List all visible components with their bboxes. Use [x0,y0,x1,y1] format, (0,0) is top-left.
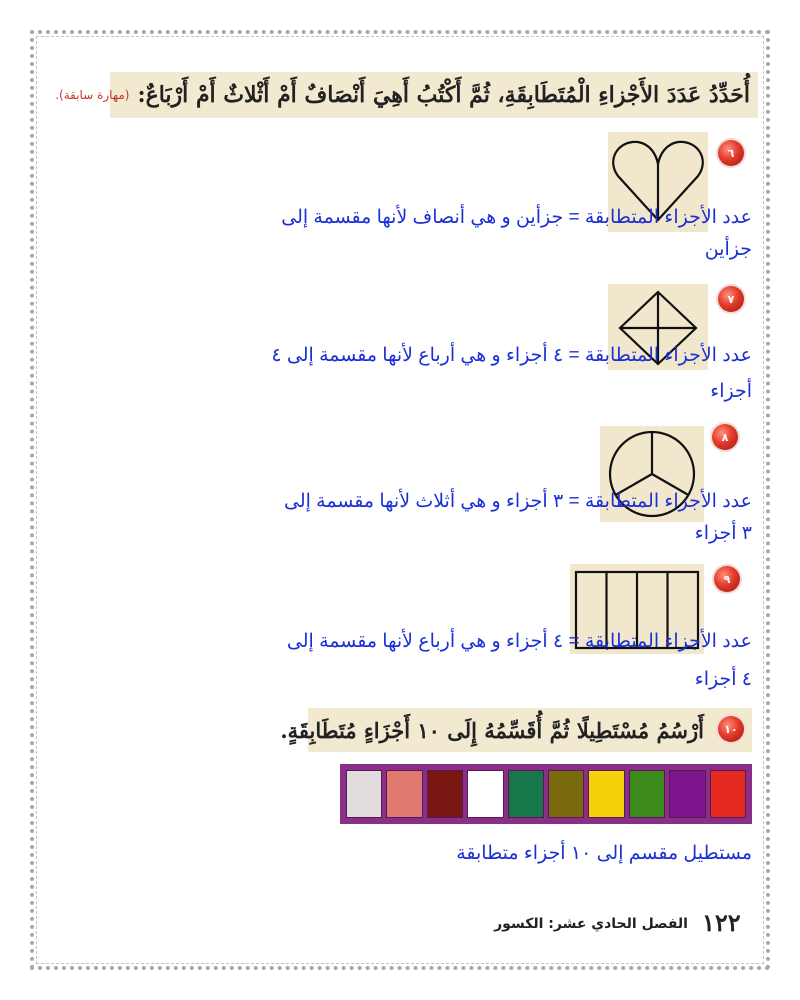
rectangle-part [669,770,705,818]
exercise-number-badge: ٨ [712,424,738,450]
rectangle-part [629,770,665,818]
task-text: أَرْسُمُ مُسْتَطِيلًا ثُمَّ أُقَسِّمُهُ إِلَى ١٠ أَجْزَاءٍ مُتَطَابِقَةٍ. [280,717,704,743]
exercise-6-answer: عدد الأجزاء المتطابقة = جزأين و هي أنصاف لأنها مقسمة إلى [281,207,752,228]
exercise-9-answer: عدد الأجزاء المتطابقة = ٤ أجزاء و هي أرباع لأنها مقسمة إلى [286,631,752,652]
exercise-6-answer-cont: جزأين [704,239,752,260]
rectangle-part [386,770,422,818]
exercise-7-answer: عدد الأجزاء المتطابقة = ٤ أجزاء و هي أرباع لأنها مقسمة إلى ٤ [271,345,752,366]
task-instruction-bar [280,708,752,752]
rectangle-part [710,770,746,818]
exercise-number-badge: ٩ [714,566,740,592]
chapter-title: الفصل الحادي عشر: الكسور [494,916,688,932]
exercise-7-answer-cont: أجزاء [710,381,752,402]
divided-rectangle [340,764,752,824]
page-number: ١٢٢ [702,908,741,937]
instruction-bar [55,72,758,118]
rectangle-part [467,770,503,818]
instruction-text: أُحَدِّدُ عَدَدَ الأَجْزاءِ الْمُتَطَابِقَةِ، ثُمَّ أَكْتُبُ أَهِيَ أَنْصَافٌ أَمْ أَثْلاثٌ أَمْ أَرْبَاعٌ: [137,82,750,108]
exercise-number-badge: ١٠ [718,716,744,742]
rectangle-part [508,770,544,818]
instruction-note: (مهارة سابقة). [55,88,130,102]
exercise-8-answer: عدد الأجزاء المتطابقة = ٣ أجزاء و هي أثلاث لأنها مقسمة إلى [284,491,752,512]
rectangle-part [548,770,584,818]
rectangle-part [427,770,463,818]
exercise-8-answer-cont: ٣ أجزاء [694,523,752,544]
exercise-number-badge: ٦ [718,140,744,166]
exercise-9-answer-cont: ٤ أجزاء [694,669,752,690]
exercise-number-badge: ٧ [718,286,744,312]
rectangle-part [588,770,624,818]
rectangle-part [346,770,382,818]
task-answer: مستطيل مقسم إلى ١٠ أجزاء متطابقة [456,843,752,864]
